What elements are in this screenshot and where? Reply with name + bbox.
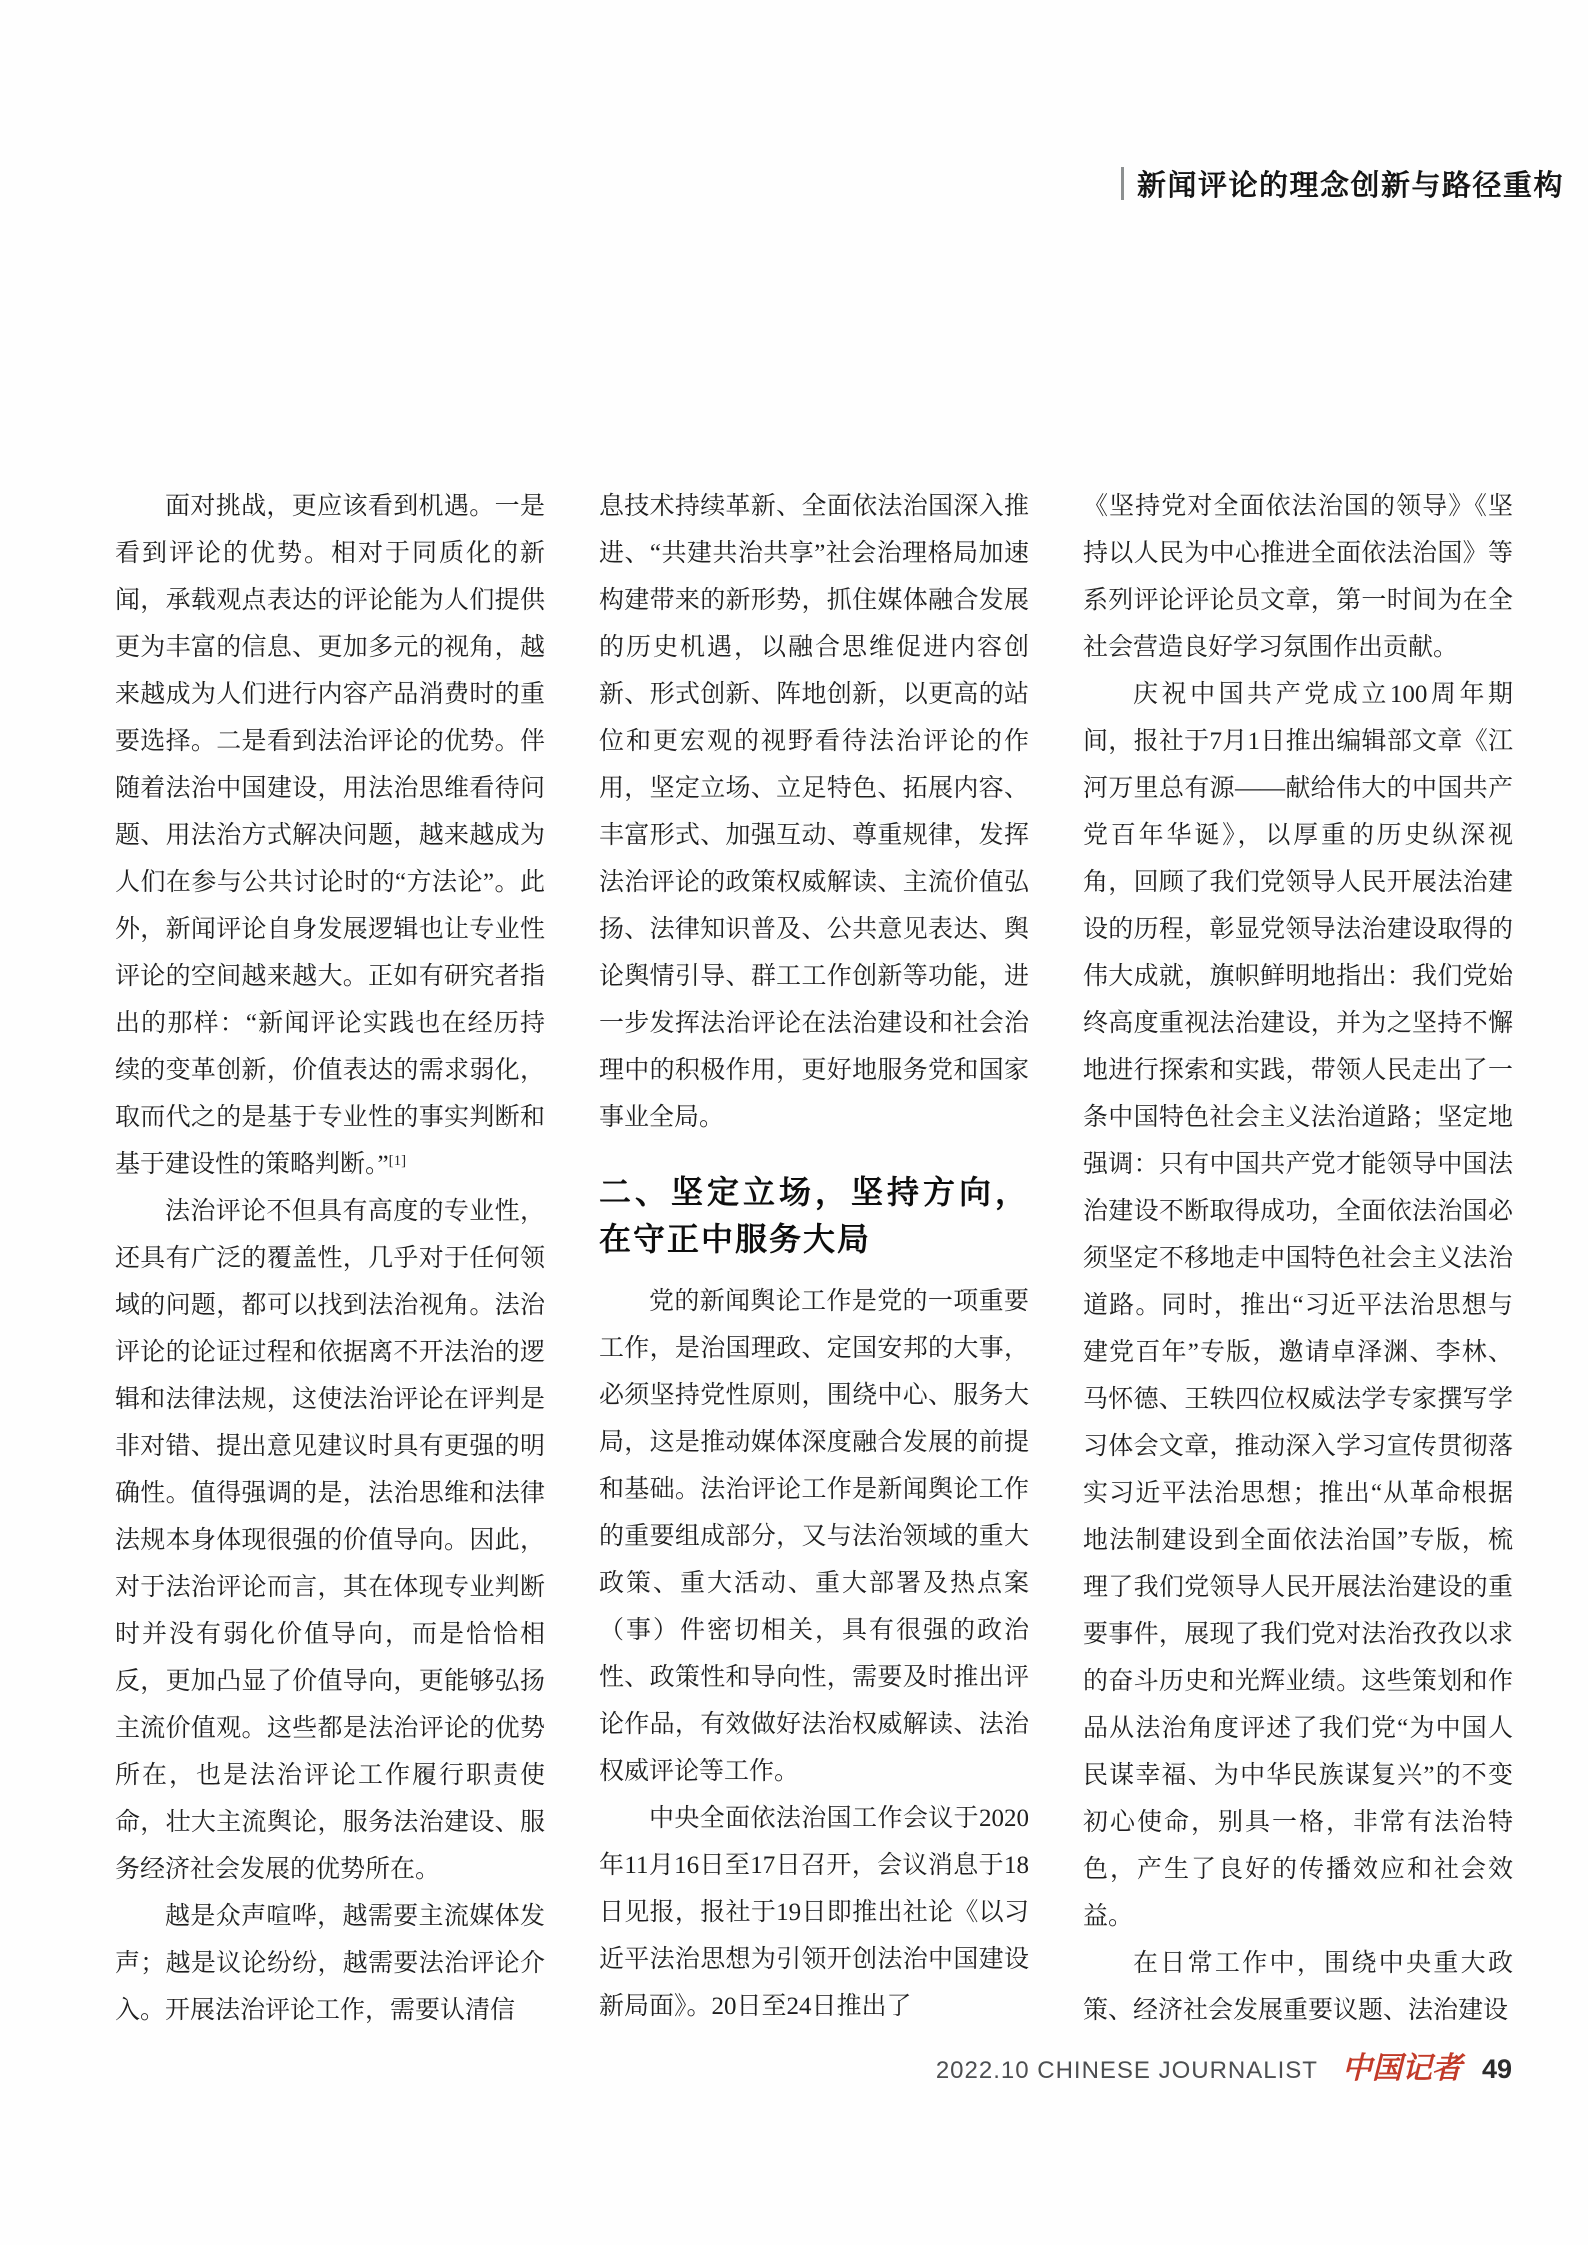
- paragraph-1-text: 面对挑战，更应该看到机遇。一是看到评论的优势。相对于同质化的新闻，承载观点表达的评论能为人们提供更为丰富的信息、更加多元的视角，越来越成为人们进行内容产品消费时的重要选择。二是看到法治评论的优势。伴随着法治中国建设，用法治思维看待问题、用法治方式解决问题，越来越成为人们在参与公共讨论时的“方法论”。此外，新闻评论自身发展逻辑也让专业性评论的空间越来越大。正如有研究者指出的那样：“新闻评论实践也在经历持续的变革创新，价值表达的需求弱化，取而代之的是基于专业性的事实判断和基于建设性的策略判断。”: [115, 493, 545, 1178]
- paragraph-6: 庆祝中国共产党成立100周年期间，报社于7月1日推出编辑部文章《江河万里总有源——献给伟大的中国共产党百年华诞》，以厚重的历史纵深视角，回顾了我们党领导人民开展法治建设的历程，彰显党领导法治建设取得的伟大成就，旗帜鲜明地指出：我们党始终高度重视法治建设，并为之坚持不懈地进行探索和实践，带领人民走出了一条中国特色社会主义法治道路；坚定地强调：只有中国共产党才能领导中国法治建设不断取得成功，全面依法治国必须坚定不移地走中国特色社会主义法治道路。同时，推出“习近平法治思想与建党百年”专版，邀请卓泽渊、李林、马怀德、王轶四位权威法学专家撰写学习体会文章，推动深入学习宣传贯彻落实习近平法治思想；推出“从革命根据地法制建设到全面依法治国”专版，梳理了我们党领导人民开展法治建设的重要事件，展现了我们党对法治孜孜以求的奋斗历史和光辉业绩。这些策划和作品从法治角度评述了我们党“为中国人民谋幸福、为中华民族谋复兴”的不变初心使命，别具一格，非常有法治特色，产生了良好的传播效应和社会效益。: [1083, 681, 1513, 1930]
- paragraph-3: 越是众声喧哗，越需要主流媒体发声；越是议论纷纷，越需要法治评论介入。开展法治评论工作，需要认清信: [115, 1903, 545, 2024]
- paragraph-5: 中央全面依法治国工作会议于2020年11月16日至17日召开，会议消息于18日见报，报社于19日即推出社论《以习近平法治思想为引领开创法治中国建设新局面》。20日至24日推出了: [599, 1805, 1029, 2020]
- section-heading: 二、坚定立场，坚持方向，在守正中服务大局: [599, 1174, 1029, 1257]
- issue-info: 2022.10 CHINESE JOURNALIST: [935, 2057, 1318, 2084]
- paragraph-5-continued: 《坚持党对全面依法治国的领导》《坚持以人民为中心推进全面依法治国》等系列评论评论员文章，第一时间为在全社会营造良好学习氛围作出贡献。: [1083, 493, 1513, 661]
- paragraph-1: [115, 483, 545, 1188]
- column-3: [1083, 483, 1513, 2034]
- running-header: [1121, 163, 1564, 204]
- paragraph-3-continued: 息技术持续革新、全面依法治国深入推进、“共建共治共享”社会治理格局加速构建带来的新形势，抓住媒体融合发展的历史机遇，以融合思维促进内容创新、形式创新、阵地创新，以更高的站位和更宏观的视野看待法治评论的作用，坚定立场、立足特色、拓展内容、丰富形式、加强互动、尊重规律，发挥法治评论的政策权威解读、主流价值弘扬、法律知识普及、公共意见表达、舆论舆情引导、群工工作创新等功能，进一步发挥法治评论在法治建设和社会治理中的积极作用，更好地服务党和国家事业全局。: [599, 493, 1029, 1131]
- header-rule: [1121, 167, 1124, 200]
- column-1: [115, 483, 545, 2034]
- article-body: [115, 483, 1513, 2034]
- magazine-logo: 中国记者: [1341, 2052, 1462, 2085]
- running-header-title: 新闻评论的理念创新与路径重构: [1137, 170, 1565, 202]
- paragraph-4: 党的新闻舆论工作是党的一项重要工作，是治国理政、定国安邦的大事，必须坚持党性原则，围绕中心、服务大局，这是推动媒体深度融合发展的前提和基础。法治评论工作是新闻舆论工作的重要组成部分，又与法治领域的重大政策、重大活动、重大部署及热点案（事）件密切相关，具有很强的政治性、政策性和导向性，需要及时推出评论作品，有效做好法治权威解读、法治权威评论等工作。: [599, 1288, 1029, 1785]
- page-number: 49: [1481, 2054, 1512, 2084]
- column-2: [599, 483, 1029, 2034]
- page-footer: [936, 2043, 1512, 2087]
- footnote-ref: [1]: [388, 1153, 407, 1169]
- paragraph-2: 法治评论不但具有高度的专业性，还具有广泛的覆盖性，几乎对于任何领域的问题，都可以找到法治视角。法治评论的论证过程和依据离不开法治的逻辑和法律法规，这使法治评论在评判是非对错、提出意见建议时具有更强的明确性。值得强调的是，法治思维和法律法规本身体现很强的价值导向。因此，对于法治评论而言，其在体现专业判断时并没有弱化价值导向，而是恰恰相反，更加凸显了价值导向，更能够弘扬主流价值观。这些都是法治评论的优势所在，也是法治评论工作履行职责使命，壮大主流舆论，服务法治建设、服务经济社会发展的优势所在。: [115, 1198, 545, 1883]
- paragraph-7: 在日常工作中，围绕中央重大政策、经济社会发展重要议题、法治建设: [1083, 1950, 1513, 2024]
